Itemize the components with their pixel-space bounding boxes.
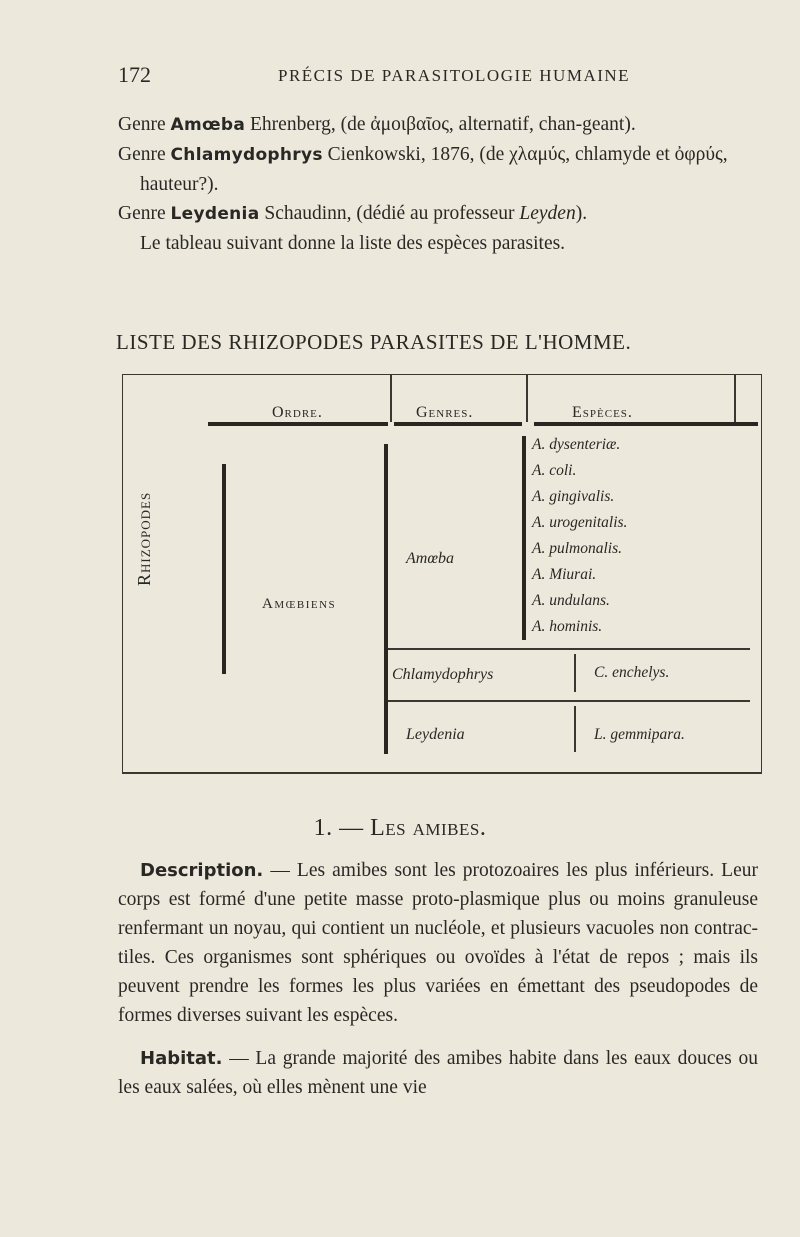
paragraph-habitat (118, 1044, 758, 1102)
genre-description: Schaudinn, (dédié au professeur (259, 203, 520, 224)
header-rule (208, 422, 388, 426)
species-item: A. dysenteriæ. (532, 436, 621, 453)
professor-name: Leyden (519, 203, 576, 224)
genre-leydenia: Leydenia (406, 726, 465, 743)
header-rule (394, 422, 522, 426)
genre-chlamydophrys: Chlamydophrys (392, 666, 494, 683)
section-number: 1. — (313, 815, 371, 841)
ordre-brace (222, 464, 226, 674)
intro-sentence: Le tableau suivant donne la liste des espèces parasites. (140, 233, 566, 254)
species-brace (522, 436, 526, 640)
species-leydenia: L. gemmipara. (594, 726, 685, 743)
header-divider (390, 374, 392, 422)
genre-description: Cienkowski, 1876, (de χλαμύς, chlamyde et ὀφρύς, hauteur?). (140, 144, 728, 195)
running-header (118, 62, 718, 92)
row-divider (388, 648, 750, 650)
table-border (122, 374, 762, 774)
class-label: Rhizopodes (134, 491, 154, 586)
header-divider (526, 374, 528, 422)
genre-prefix: Genre (118, 203, 171, 224)
species-item: A. urogenitalis. (532, 514, 628, 531)
genre-amoeba: Amœba (406, 550, 454, 567)
running-title: PRÉCIS DE PARASITOLOGIE HUMAINE (278, 66, 631, 85)
species-item: A. gingivalis. (532, 488, 615, 505)
header-divider (734, 374, 736, 422)
section-end: . (479, 815, 487, 841)
rhizopodes-table (122, 374, 762, 774)
species-chlamydophrys: C. enchelys. (594, 664, 670, 681)
species-item: A. Miurai. (532, 566, 597, 583)
paragraph-text: — Les amibes sont les protozoaires les plus inférieurs. Leur corps est formé d'une petite masse proto-plasmique plus ou moins granuleuse renfermant un noyau, qui contient un nucléole, et plusieurs vacuoles non contrac-tiles. Ces organismes sont sphériques ou ovoïdes à l'état de repos ; mais ils peuvent prendre les formes les plus variées en émettant des pseudopodes de formes diverses suivant les espèces. (118, 860, 758, 1026)
species-item: A. pulmonalis. (532, 540, 622, 557)
cell-divider (574, 654, 576, 692)
section-title: Les amibes (370, 815, 480, 841)
header-rule (534, 422, 758, 426)
ordre-name: Amœbiens (262, 596, 337, 612)
species-item: A. undulans. (532, 592, 610, 609)
page-number: 172 (118, 62, 151, 87)
body-text (118, 856, 758, 1102)
species-item: A. hominis. (532, 618, 603, 635)
paragraph-description (118, 856, 758, 1030)
row-divider (388, 700, 750, 702)
species-item: A. coli. (532, 462, 577, 479)
genre-chlamydophrys-entry (118, 140, 748, 199)
genre-amoeba-entry (118, 110, 748, 140)
header-especes: Espèces. (572, 404, 633, 421)
genre-leydenia-entry (118, 199, 748, 229)
genre-prefix: Genre (118, 114, 171, 135)
section-heading (0, 815, 800, 842)
header-genres: Genres. (416, 404, 474, 421)
table-title: LISTE DES RHIZOPODES PARASITES DE L'HOMME. (116, 330, 632, 354)
genre-description-end: ). (575, 203, 588, 224)
genre-name: Chlamydophrys (170, 145, 323, 165)
genre-prefix: Genre (118, 144, 171, 165)
header-ordre: Ordre. (272, 404, 323, 421)
genre-brace (384, 444, 388, 754)
genre-name: Leydenia (170, 204, 260, 224)
cell-divider (574, 706, 576, 752)
genre-name: Amœba (170, 115, 246, 135)
genre-definitions (118, 110, 748, 258)
table-bottom-rule (122, 772, 762, 774)
genre-description: Ehrenberg, (de ἀμοιβαῖος, alternatif, chan-geant). (245, 114, 636, 135)
paragraph-keyword: Description. (140, 860, 264, 881)
paragraph-text: — La grande majorité des amibes habite dans les eaux douces ou les eaux salées, où elles mènent une vie (118, 1048, 758, 1098)
paragraph-keyword: Habitat. (140, 1048, 223, 1069)
